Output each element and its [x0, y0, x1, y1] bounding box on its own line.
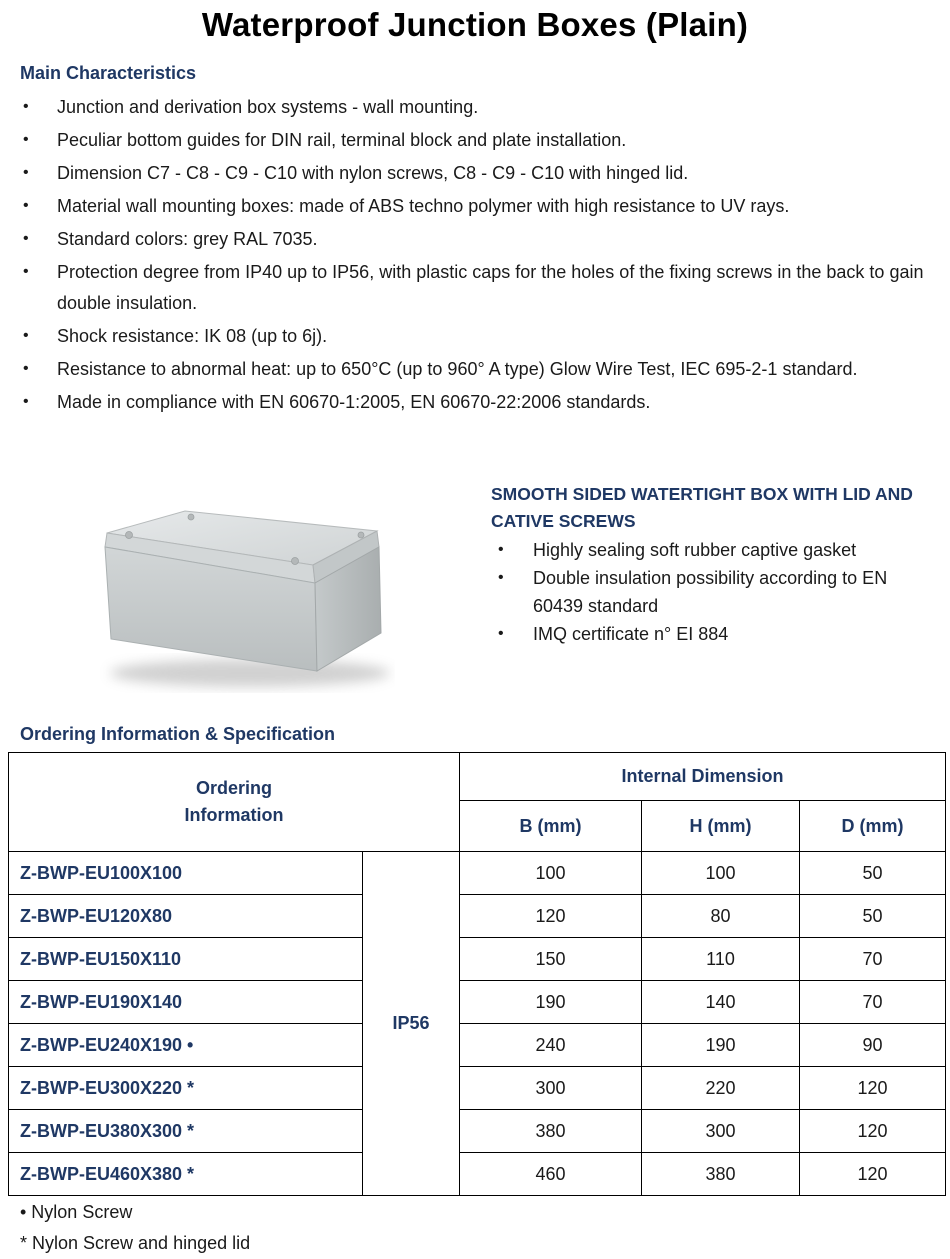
bullet-icon: • [23, 326, 29, 344]
dimension-b-cell: 380 [460, 1110, 642, 1153]
characteristic-item: • Dimension C7 - C8 - C9 - C10 with nylon screws, C8 - C9 - C10 with hinged lid. [0, 158, 950, 189]
specification-table [8, 752, 946, 1196]
model-cell: Z-BWP-EU120X80 [9, 895, 363, 938]
dimension-d-cell: 70 [800, 981, 946, 1024]
table-row [9, 1024, 946, 1067]
characteristic-item: • Made in compliance with EN 60670-1:2005, EN 60670-22:2006 standards. [0, 387, 950, 418]
main-characteristics-heading: Main Characteristics [20, 63, 197, 83]
dimension-b-cell: 460 [460, 1153, 642, 1196]
page-title: Waterproof Junction Boxes (Plain) [201, 6, 749, 43]
model-cell: Z-BWP-EU190X140 [9, 981, 363, 1024]
dimension-h-cell: 80 [642, 895, 800, 938]
column-header-b: B (mm) [460, 801, 642, 852]
model-cell: Z-BWP-EU380X300 * [9, 1110, 363, 1153]
internal-dimension-header: Internal Dimension [460, 753, 946, 801]
dimension-h-cell: 190 [642, 1024, 800, 1067]
bullet-icon: • [23, 392, 29, 410]
bullet-icon: • [23, 98, 29, 115]
footnotes [20, 1197, 250, 1259]
bullet-icon: • [23, 164, 29, 181]
bullet-icon: • [498, 541, 504, 558]
characteristic-item: • Standard colors: grey RAL 7035. [0, 224, 950, 255]
ordering-information-header: Ordering Information [9, 753, 460, 852]
dimension-b-cell: 300 [460, 1067, 642, 1110]
dimension-b-cell: 190 [460, 981, 642, 1024]
column-header-h: H (mm) [642, 801, 800, 852]
ordering-heading: Ordering Information & Specification [20, 724, 336, 744]
table-row [9, 1153, 946, 1196]
model-cell: Z-BWP-EU300X220 * [9, 1067, 363, 1110]
dimension-h-cell: 100 [642, 852, 800, 895]
dimension-d-cell: 70 [800, 938, 946, 981]
characteristic-item: • Material wall mounting boxes: made of ABS techno polymer with high resistance to UV rays. [0, 191, 950, 222]
protection-degree-cell: IP56 [363, 852, 460, 1196]
dimension-h-cell: 110 [642, 938, 800, 981]
table-row [9, 1067, 946, 1110]
characteristic-item: • Peculiar bottom guides for DIN rail, terminal block and plate installation. [0, 125, 950, 156]
table-row [9, 895, 946, 938]
footnote-nylon-screw: • Nylon Screw [20, 1202, 133, 1222]
characteristics-list [0, 92, 950, 420]
junction-box-image [85, 495, 395, 695]
characteristic-item: • Resistance to abnormal heat: up to 650°C (up to 960° A type) Glow Wire Test, IEC 695-2-1 standard. [0, 354, 950, 385]
dimension-h-cell: 380 [642, 1153, 800, 1196]
product-feature-list [491, 536, 941, 648]
bullet-icon: • [23, 197, 29, 214]
characteristic-item: • Shock resistance: IK 08 (up to 6j). [0, 321, 950, 352]
bullet-icon: • [23, 230, 29, 247]
dimension-h-cell: 300 [642, 1110, 800, 1153]
table-row [9, 1110, 946, 1153]
dimension-d-cell: 120 [800, 1110, 946, 1153]
column-header-d: D (mm) [800, 801, 946, 852]
feature-item: • Double insulation possibility according to EN 60439 standard [491, 564, 941, 620]
table-row [9, 852, 946, 895]
footnote-nylon-screw-hinged-lid: * Nylon Screw and hinged lid [20, 1233, 251, 1253]
dimension-d-cell: 120 [800, 1153, 946, 1196]
table-row [9, 938, 946, 981]
dimension-b-cell: 240 [460, 1024, 642, 1067]
model-cell: Z-BWP-EU240X190 • [9, 1024, 363, 1067]
dimension-d-cell: 120 [800, 1067, 946, 1110]
dimension-b-cell: 120 [460, 895, 642, 938]
model-cell: Z-BWP-EU100X100 [9, 852, 363, 895]
bullet-icon: • [23, 263, 29, 280]
product-feature-heading: SMOOTH SIDED WATERTIGHT BOX WITH LID AND CATIVE SCREWS [491, 484, 913, 531]
dimension-b-cell: 150 [460, 938, 642, 981]
model-cell: Z-BWP-EU150X110 [9, 938, 363, 981]
bullet-icon: • [498, 569, 504, 586]
feature-item: • Highly sealing soft rubber captive gasket [491, 536, 941, 564]
table-row [9, 981, 946, 1024]
dimension-d-cell: 90 [800, 1024, 946, 1067]
dimension-b-cell: 100 [460, 852, 642, 895]
dimension-d-cell: 50 [800, 895, 946, 938]
characteristic-item: • Protection degree from IP40 up to IP56, with plastic caps for the holes of the fixing screws in the back to gain double insulation. [0, 257, 950, 318]
bullet-icon: • [23, 359, 29, 377]
dimension-h-cell: 220 [642, 1067, 800, 1110]
dimension-h-cell: 140 [642, 981, 800, 1024]
bullet-icon: • [498, 625, 504, 642]
bullet-icon: • [23, 131, 29, 148]
characteristic-item: • Junction and derivation box systems - wall mounting. [0, 92, 950, 123]
feature-item: • IMQ certificate n° EI 884 [491, 620, 941, 648]
dimension-d-cell: 50 [800, 852, 946, 895]
model-cell: Z-BWP-EU460X380 * [9, 1153, 363, 1196]
